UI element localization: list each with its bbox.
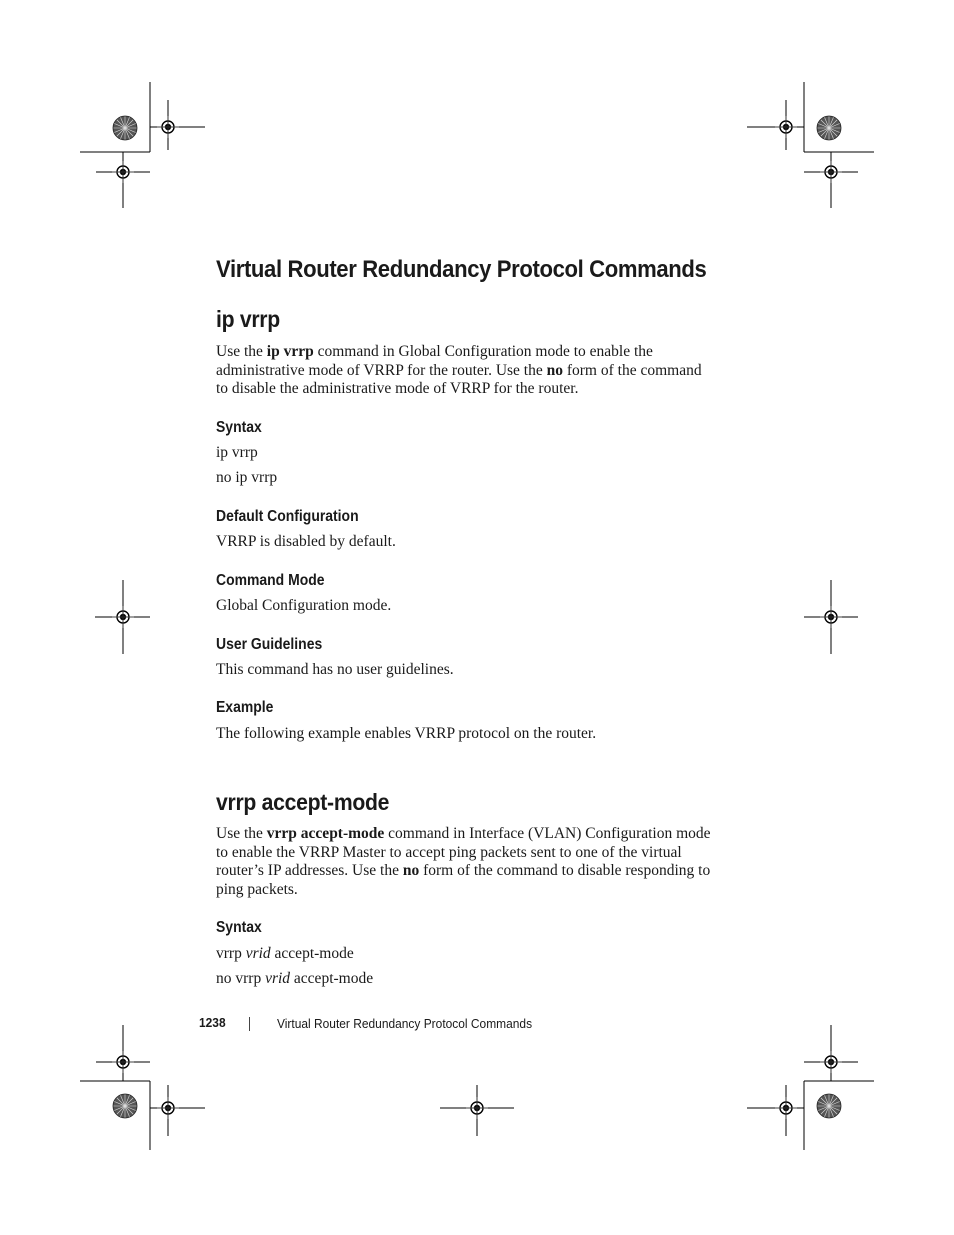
example-text: The following example enables VRRP protocol on the router. [216, 725, 597, 742]
chapter-title: Virtual Router Redundancy Protocol Commands [216, 256, 707, 283]
default-configuration-text: VRRP is disabled by default. [216, 533, 396, 550]
parameter-vrid: vrid [265, 970, 291, 987]
example-heading: Example [216, 699, 274, 716]
command-title-ip-vrrp: ip vrrp [216, 306, 280, 332]
page-number: 1238 [199, 1015, 226, 1030]
command-title-vrrp-accept-mode: vrrp accept-mode [216, 789, 390, 815]
command-name: vrrp accept-mode [266, 825, 385, 842]
user-guidelines-text: This command has no user guidelines. [216, 661, 454, 678]
syntax-line: ip vrrp [216, 444, 258, 461]
no-keyword: no [546, 361, 563, 379]
footer-divider [249, 1017, 250, 1031]
syntax-line: no vrrp vrid accept-mode [216, 970, 374, 987]
syntax-heading: Syntax [216, 919, 262, 936]
running-title: Virtual Router Redundancy Protocol Commands [277, 1016, 533, 1031]
syntax-line: vrrp vrid accept-mode [216, 945, 354, 962]
default-configuration-heading: Default Configuration [216, 508, 359, 525]
command-mode-heading: Command Mode [216, 572, 325, 589]
ip-vrrp-description: Use the ip vrrp command in Global Configuration mode to enable the administrative mode of VRRP for the router. Use the no form of the command to disable the administrative mode of VRRP for the router. [216, 343, 702, 398]
syntax-heading: Syntax [216, 419, 262, 436]
syntax-line: no ip vrrp [216, 469, 278, 486]
no-keyword: no [402, 862, 420, 880]
command-name: ip vrrp [266, 343, 314, 360]
user-guidelines-heading: User Guidelines [216, 636, 323, 653]
vrrp-accept-mode-description: Use the vrrp accept-mode command in Interface (VLAN) Configuration mode to enable the VRRP Master to accept ping packets sent to one of the virtual router’s IP addresses. Use the no form of the command to disable responding to ping packets. [216, 825, 711, 899]
parameter-vrid: vrid [245, 945, 271, 962]
command-mode-text: Global Configuration mode. [216, 597, 392, 614]
